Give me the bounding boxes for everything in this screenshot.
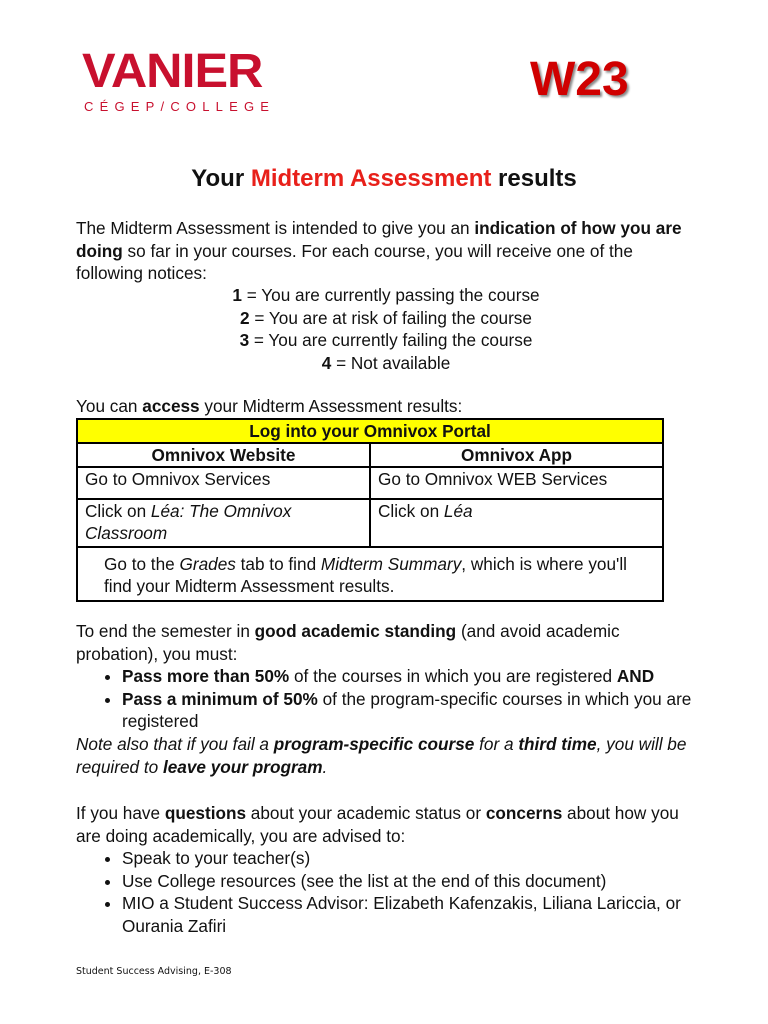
note-bold: third time (518, 733, 597, 754)
standing-section (76, 620, 696, 778)
cell-text: Click on (378, 501, 444, 521)
title-post: results (491, 165, 577, 192)
cell-app-step1: Go to Omnivox WEB Services (370, 467, 663, 499)
note-text: for a (474, 733, 519, 754)
questions-bullets (76, 847, 696, 937)
list-item: • MIO a Student Success Advisor: Elizabeth Kafenzakis, Liliana Lariccia, or Ourania Zafiri (122, 892, 696, 937)
page-footer: Student Success Advising, E-308 (76, 966, 232, 977)
cell-text: Click on (85, 501, 151, 521)
bullet-text: of the program-specific courses in which you are registered (122, 688, 692, 732)
notice-number: 4 (321, 352, 332, 373)
cell-emphasis: Midterm Summary (320, 554, 462, 574)
bullet-bold: Pass a minimum of 50% (122, 688, 318, 709)
program-note (76, 733, 696, 778)
intro-bold: indication of how you are doing (76, 218, 682, 261)
cell-website-step2 (77, 499, 370, 547)
access-text-1: You can (76, 396, 143, 416)
standing-text-2: (and avoid academic probation), you must: (76, 621, 620, 664)
vanier-logo (82, 45, 276, 114)
title-highlight: Midterm Assessment (250, 165, 492, 192)
questions-bold: concerns (485, 803, 563, 823)
omnivox-table (76, 418, 664, 602)
note-text: , you will be required to (76, 733, 687, 777)
intro-text-2: so far in your courses. For each course, you will receive one of the following notices: (76, 240, 633, 284)
note-text: Note also that if you fail a (76, 733, 274, 754)
notice-item (76, 329, 696, 352)
notice-text: = You are currently failing the course (249, 330, 533, 351)
cell-emphasis: Léa (443, 501, 473, 521)
logo-wordmark: VANIER (82, 45, 263, 98)
cell-emphasis: Léa: The Omnivox Classroom (85, 501, 292, 543)
notice-number: 1 (232, 285, 242, 305)
list-item: • Use College resources (see the list at the end of this document) (122, 870, 696, 893)
term-label: W23 (530, 53, 629, 106)
intro-text-1: The Midterm Assessment is intended to give you an (76, 218, 475, 238)
standing-bold: good academic standing (254, 621, 457, 641)
notice-text: = You are currently passing the course (241, 285, 540, 305)
standing-intro (76, 620, 696, 665)
table-footer-cell (77, 547, 663, 601)
questions-text: about how you are doing academically, you are advised to: (76, 803, 679, 846)
standing-bullets (76, 665, 696, 733)
access-line (76, 395, 696, 418)
questions-bold: questions (164, 803, 247, 823)
bullet-tail-bold: AND (616, 666, 655, 687)
notice-number: 2 (240, 307, 250, 328)
questions-section (76, 802, 696, 938)
list-item (122, 688, 696, 733)
cell-text: , which is where you'll find your Midterm Assessment results. (104, 554, 627, 596)
col-header-app: Omnivox App (370, 443, 663, 467)
col-header-website: Omnivox Website (77, 443, 370, 467)
questions-text: about your academic status or (246, 803, 486, 823)
bullet-bold: Pass more than 50% (122, 666, 290, 687)
notices-list (76, 284, 696, 374)
page-title (0, 163, 768, 195)
notice-text: = Not available (331, 352, 451, 373)
logo-subtitle: CÉGEP/COLLEGE (84, 99, 276, 114)
intro-paragraph (76, 217, 696, 285)
table-header: Log into your Omnivox Portal (77, 419, 663, 443)
access-text-2: your Midterm Assessment results: (199, 396, 463, 416)
notice-item (76, 307, 696, 330)
questions-intro (76, 802, 696, 847)
cell-app-step2 (370, 499, 663, 547)
cell-website-step1: Go to Omnivox Services (77, 467, 370, 499)
note-bold: program-specific course (273, 733, 475, 754)
cell-text: Go to the (104, 554, 180, 574)
access-bold: access (142, 396, 200, 416)
notice-text: = You are at risk of failing the course (249, 307, 532, 328)
cell-emphasis: Grades (179, 554, 236, 574)
list-item (122, 665, 696, 688)
list-item: • Speak to your teacher(s) (122, 847, 696, 870)
title-pre: Your (191, 165, 251, 192)
notice-item (76, 352, 696, 375)
notice-number: 3 (239, 330, 250, 351)
note-bold: leave your program (162, 756, 323, 777)
note-text: . (322, 756, 328, 777)
questions-text: If you have (76, 803, 165, 823)
cell-text: tab to find (235, 554, 321, 574)
notice-item (76, 284, 696, 307)
bullet-text: of the courses in which you are registered (289, 666, 617, 687)
standing-text-1: To end the semester in (76, 621, 255, 641)
